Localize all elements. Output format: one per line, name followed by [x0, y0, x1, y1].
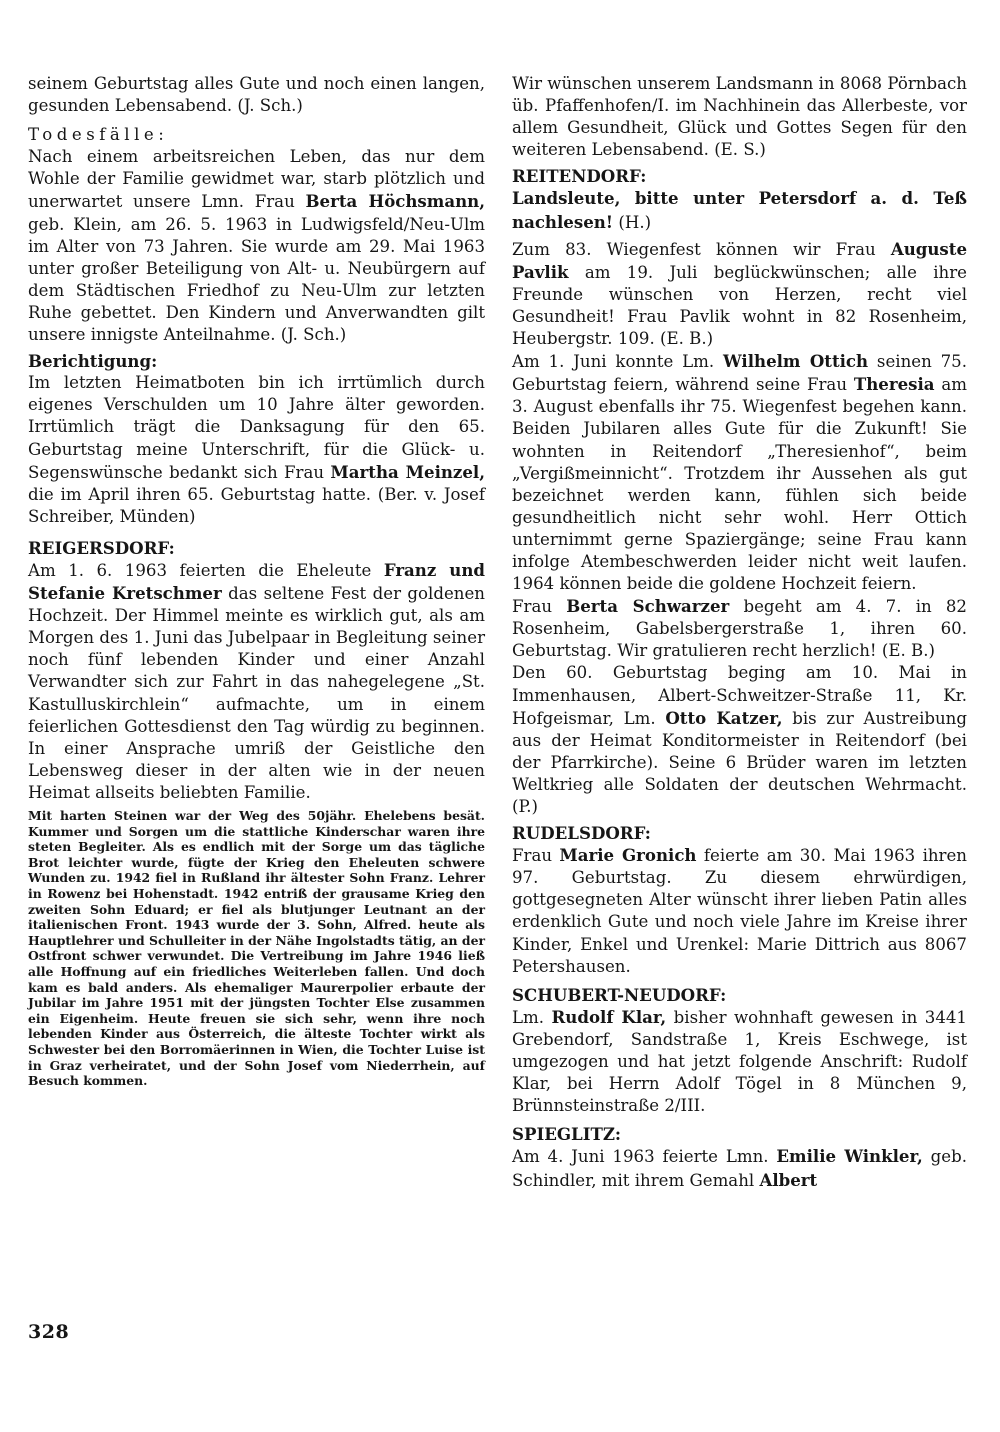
left-column: [28, 73, 485, 1089]
section-heading-rudelsdorf: RUDELSDORF:: [512, 823, 651, 844]
name-marie-gronich: Marie Gronich: [559, 845, 697, 866]
name-berta-hoechsmann: Berta Höchsmann,: [305, 191, 485, 212]
name-franz-stefanie-kretschmer: Franz und Stefanie Kretschmer: [28, 559, 486, 604]
name-albert: Albert: [759, 1169, 818, 1190]
name-wilhelm-ottich: Wilhelm Ottich: [723, 351, 869, 372]
paragraph-wishes-poernbach: Wir wünschen unserem Landsmann in 8068 Pörnbach üb. Pfaffenhofen/I. im Nachhinein das Allerbeste, vor allem Gesundheit, Glück und Gottes Segen für den weiteren Lebensabend. (E. S.): [512, 74, 967, 160]
section-heading-schubert-neudorf: SCHUBERT-NEUDORF:: [512, 984, 727, 1005]
paragraph-correction-meinzel: Im letzten Heimatboten bin ich irrtümlich durch eigenes Verschulden um 10 Jahre älter geworden. Irrtümlich trägt die Danksagung für den 65. Geburtstag meine Unterschrift, für die Glück- u. Segenswünsche bedankt sich Frau Martha Meinzel, die im April ihren 65. Geburtstag hatte. (Ber. v. Josef Schreiber, Münden): [28, 373, 485, 526]
section-heading-correction: Berichtigung:: [28, 351, 158, 372]
page-number: 328: [28, 1321, 70, 1343]
paragraph-pavlik-birthday: Zum 83. Wiegenfest können wir Frau Auguste Pavlik am 19. Juli beglückwünschen; alle ihre Freunde wünschen von Herzen, recht viel Gesundheit! Frau Pavlik wohnt in 82 Rosenheim, Heubergstr. 109. (E. B.): [512, 238, 967, 349]
paragraph-golden-wedding-kretschmer: Am 1. 6. 1963 feierten die Eheleute Franz und Stefanie Kretschmer das seltene Fest der goldenen Hochzeit. Der Himmel meinte es wirklich gut, als am Morgen des 1. Juni das Jubelpaar in Begleitung seiner noch fünf lebenden Kinder und einer Anzahl Verwandter sich zur Fahrt in das nahegelegene „St. Kastulluskirchlein“ aufmachte, um in einem feierlichen Gottesdienst den Tag würdig zu beginnen. In einer Ansprache umriß der Geistliche den Lebensweg dieser in der alten wie in der neuen Heimat allseits beliebten Familie.: [28, 559, 486, 802]
name-rudolf-klar: Rudolf Klar,: [551, 1006, 667, 1027]
paragraph-birthday-end: seinem Geburtstag alles Gute und noch einen langen, gesunden Lebensabend. (J. Sch.): [28, 74, 485, 116]
section-heading-spieglitz: SPIEGLITZ:: [512, 1124, 622, 1145]
paragraph-ottich-birthday: Am 1. Juni konnte Lm. Wilhelm Ottich seinen 75. Geburtstag feiern, während seine Frau Theresia am 3. August ebenfalls ihr 75. Wiegenfest begehen kann. Beiden Jubilaren alles Gute für die Zukunft! Sie wohnten in Reitendorf „Theresienhof“, beim „Vergißmeinnicht“. Trotzdem ihr Aussehen als gut bezeichnet werden kann, fühlen sich beide gesundheitlich nicht sehr wohl. Herr Ottich unternimmt gerne Spaziergänge; seine Frau kann infolge Atembeschwerden leider nicht weit laufen. 1964 können beide die goldene Hochzeit feiern.: [512, 351, 968, 594]
name-berta-schwarzer: Berta Schwarzer: [566, 596, 730, 617]
paragraph-gronich-birthday: Frau Marie Gronich feierte am 30. Mai 1963 ihren 97. Geburtstag. Zu diesem ehrwürdigen, gottgesegneten Alter wünscht ihrer lieben Patin alles erdenklich Gute und noch viele Jahre im Kreise ihrer Kinder, Enkel und Urenkel: Marie Dittrich aus 8067 Petershausen.: [512, 845, 967, 976]
name-auguste-pavlik: Auguste Pavlik: [512, 238, 967, 282]
name-theresia: Theresia: [853, 374, 935, 395]
paragraph-klar-new-address: Lm. Rudolf Klar, bisher wohnhaft gewesen in 3441 Grebendorf, Sandstraße 1, Kreis Eschwege, ist umgezogen und hat jetzt folgende Anschrift: Rudolf Klar, bei Herrn Adolf Tögel in 8 München 9, Brünnsteinstraße 2/III.: [512, 1006, 967, 1116]
section-heading-deaths: Todesfälle:: [28, 125, 169, 145]
name-emilie-winkler: Emilie Winkler,: [776, 1146, 923, 1167]
paragraph-katzer-birthday: Den 60. Geburtstag beging am 10. Mai in Immenhausen, Albert-Schweitzer-Straße 11, Kr. Hofgeismar, Lm. Otto Katzer, bis zur Austreibung aus der Heimat Konditormeister in Reitendorf (bei der Pfarrkirche). Seine 6 Brüder waren im letzten Weltkrieg alle Soldaten der deutschen Wehrmacht. (P.): [512, 663, 967, 816]
name-otto-katzer: Otto Katzer,: [665, 707, 783, 728]
right-column: [512, 73, 967, 1192]
paragraph-winkler-wedding: Am 4. Juni 1963 feierte Lmn. Emilie Winkler, geb. Schindler, mit ihrem Gemahl Albert: [512, 1146, 967, 1190]
paragraph-life-story-small-print: Mit harten Steinen war der Weg des 50jähr. Ehelebens besät. Kummer und Sorgen um die stattliche Kinderschar waren ihre steten Begleiter. Als es endlich mit der Sorge um das tägliche Brot leichter wurde, fügte der Krieg den Eheleuten schwere Wunden zu. 1942 fiel in Rußland ihr ältester Sohn Franz. Lehrer in Rowenz bei Hohenstadt. 1942 entriß der grausame Krieg den zweiten Sohn Eduard; er fiel als blutjunger Leutnant an der italienischen Front. 1943 wurde der 3. Sohn, Alfred. heute als Hauptlehrer und Schulleiter in der Nähe Ingolstadts tätig, an der Ostfront schwer verwundet. Die Vertreibung im Jahre 1946 ließ alle Hoffnung auf ein friedliches Weiterleben fallen. Und doch kam es bald anders. Als ehemaliger Maurerpolier erbaute der Jubilar im Jahre 1951 mit der jüngsten Tochter Else zusammen ein Eigenheim. Heute freuen sie sich sehr, wenn ihre noch lebenden Kinder aus Österreich, die älteste Tochter wirkt als Schwester bei den Borromäerinnen in Wien, die Tochter Luise ist in Graz verheiratet, und der Sohn Josef vom Niederrhein, auf Besuch kommen.: [28, 808, 485, 1089]
paragraph-schwarzer-birthday: Frau Berta Schwarzer begeht am 4. 7. in 82 Rosenheim, Gabelsbergerstraße 1, ihren 60. Geburtstag. Wir gratulieren recht herzlich! (E. B.): [512, 596, 967, 661]
name-martha-meinzel: Martha Meinzel,: [330, 461, 485, 482]
paragraph-obituary-hoechsmann: Nach einem arbeitsreichen Leben, das nur dem Wohle der Familie gewidmet war, starb plötzlich und unerwartet unsere Lmn. Frau Berta Höchsmann, geb. Klein, am 26. 5. 1963 in Ludwigsfeld/Neu-Ulm im Alter von 73 Jahren. Sie wurde am 29. Mai 1963 unter großer Beteiligung von Alt- u. Neubürgern auf dem Städtischen Friedhof zu Neu-Ulm zur letzten Ruhe gebettet. Den Kindern und Anverwandten gilt unsere innigste Anteilnahme. (J. Sch.): [28, 147, 485, 345]
section-heading-reitendorf: REITENDORF:: [512, 166, 647, 187]
note-see-petersdorf: Landsleute, bitte unter Petersdorf a. d. Teß nachlesen! (H.): [512, 188, 967, 232]
section-heading-reigersdorf: REIGERSDORF:: [28, 537, 175, 558]
